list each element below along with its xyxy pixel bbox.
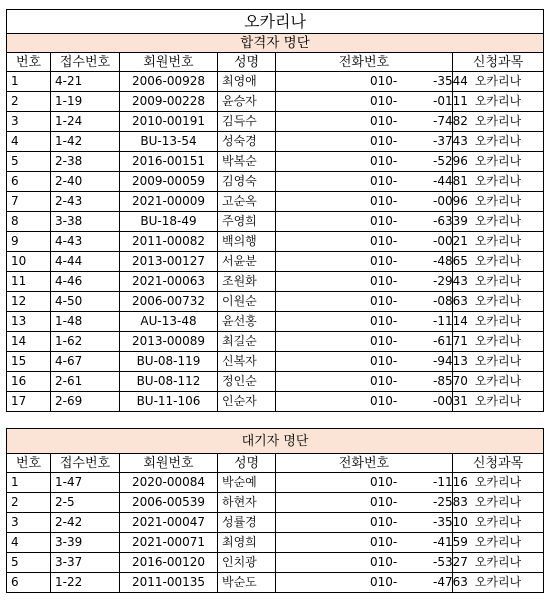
cell-phone (276, 232, 468, 252)
cell-name: 박순예 (218, 473, 276, 493)
passed-list-title: 합격자 명단 (7, 34, 544, 53)
cell-name: 서윤분 (218, 252, 276, 272)
cell-member-number: 2009-00059 (120, 172, 218, 192)
table-row (7, 132, 544, 152)
redaction-mask (399, 312, 435, 331)
redaction-mask (399, 232, 435, 251)
table-row (7, 513, 544, 533)
phone-prefix: 010- (370, 394, 398, 408)
cell-number: 3 (7, 513, 51, 533)
cell-receipt-number: 2-61 (51, 372, 120, 392)
cell-receipt-number: 4-21 (51, 72, 120, 92)
phone-suffix: -7482 (433, 114, 468, 128)
cell-member-number: BU-08-112 (120, 372, 218, 392)
cell-course: 오카리나 (453, 332, 544, 352)
cell-name: 김득수 (218, 112, 276, 132)
cell-name: 신복자 (218, 352, 276, 372)
cell-member-number: 2021-00063 (120, 272, 218, 292)
redaction-mask (399, 212, 435, 231)
cell-member-number: BU-13-54 (120, 132, 218, 152)
phone-prefix: 010- (370, 555, 398, 569)
waiting-table (6, 428, 544, 593)
cell-phone (276, 533, 468, 553)
redaction-mask (399, 112, 435, 131)
cell-phone (276, 513, 468, 533)
cell-receipt-number: 1-19 (51, 92, 120, 112)
cell-member-number: BU-08-119 (120, 352, 218, 372)
cell-phone (276, 292, 468, 312)
phone-suffix: -3544 (433, 74, 468, 88)
cell-course: 오카리나 (453, 392, 544, 412)
cell-member-number: 2021-00009 (120, 192, 218, 212)
phone-suffix: -5296 (433, 154, 468, 168)
cell-number: 16 (7, 372, 51, 392)
cell-phone (276, 473, 468, 493)
phone-suffix: -0096 (433, 194, 468, 208)
cell-receipt-number: 2-5 (51, 493, 120, 513)
cell-number: 2 (7, 92, 51, 112)
phone-suffix: -0031 (433, 394, 468, 408)
phone-prefix: 010- (370, 234, 398, 248)
table-row (7, 212, 544, 232)
cell-member-number: BU-18-49 (120, 212, 218, 232)
cell-receipt-number: 2-38 (51, 152, 120, 172)
cell-name: 인순자 (218, 392, 276, 412)
table-row (7, 92, 544, 112)
column-header-name: 성명 (218, 454, 276, 473)
table-row (7, 232, 544, 252)
table-row (7, 473, 544, 493)
cell-receipt-number: 2-42 (51, 513, 120, 533)
cell-course: 오카리나 (453, 312, 544, 332)
cell-course: 오카리나 (453, 72, 544, 92)
passed-table (6, 9, 544, 412)
redaction-mask (399, 72, 435, 91)
phone-prefix: 010- (370, 314, 398, 328)
cell-phone (276, 392, 468, 412)
phone-suffix: -4763 (433, 575, 468, 589)
cell-receipt-number: 4-67 (51, 352, 120, 372)
column-header-name: 성명 (218, 53, 276, 72)
cell-phone (276, 112, 468, 132)
phone-prefix: 010- (370, 94, 398, 108)
phone-suffix: -1116 (433, 475, 468, 489)
cell-receipt-number: 1-62 (51, 332, 120, 352)
cell-member-number: 2006-00928 (120, 72, 218, 92)
phone-suffix: -6171 (433, 334, 468, 348)
cell-number: 10 (7, 252, 51, 272)
table-row (7, 192, 544, 212)
cell-course: 오카리나 (453, 292, 544, 312)
phone-suffix: -4865 (433, 254, 468, 268)
cell-receipt-number: 1-48 (51, 312, 120, 332)
table-row (7, 372, 544, 392)
phone-suffix: -4159 (433, 535, 468, 549)
phone-prefix: 010- (370, 214, 398, 228)
cell-phone (276, 272, 468, 292)
cell-number: 5 (7, 152, 51, 172)
phone-prefix: 010- (370, 354, 398, 368)
cell-member-number: 2006-00539 (120, 493, 218, 513)
cell-number: 6 (7, 172, 51, 192)
phone-prefix: 010- (370, 274, 398, 288)
phone-suffix: -3510 (433, 515, 468, 529)
cell-number: 3 (7, 112, 51, 132)
phone-prefix: 010- (370, 575, 398, 589)
phone-prefix: 010- (370, 194, 398, 208)
column-header-phone: 전화번호 (276, 53, 453, 72)
cell-receipt-number: 4-46 (51, 272, 120, 292)
redaction-mask (399, 493, 435, 512)
phone-prefix: 010- (370, 154, 398, 168)
table-row (7, 72, 544, 92)
cell-number: 14 (7, 332, 51, 352)
cell-number: 9 (7, 232, 51, 252)
cell-course: 오카리나 (453, 272, 544, 292)
phone-suffix: -5327 (433, 555, 468, 569)
phone-prefix: 010- (370, 334, 398, 348)
cell-name: 조원화 (218, 272, 276, 292)
cell-phone (276, 152, 468, 172)
cell-name: 성숙경 (218, 132, 276, 152)
table-row (7, 573, 544, 593)
column-header-receipt: 접수번호 (51, 454, 120, 473)
cell-receipt-number: 4-43 (51, 232, 120, 252)
cell-phone (276, 92, 468, 112)
cell-course: 오카리나 (453, 252, 544, 272)
cell-name: 윤선홍 (218, 312, 276, 332)
cell-member-number: AU-13-48 (120, 312, 218, 332)
phone-prefix: 010- (370, 254, 398, 268)
phone-suffix: -8570 (433, 374, 468, 388)
redaction-mask (399, 573, 435, 592)
column-header-course: 신청과목 (453, 454, 544, 473)
phone-suffix: -3743 (433, 134, 468, 148)
redaction-mask (399, 252, 435, 271)
cell-phone (276, 172, 468, 192)
table-row (7, 252, 544, 272)
cell-name: 하현자 (218, 493, 276, 513)
cell-number: 8 (7, 212, 51, 232)
redaction-mask (399, 332, 435, 351)
redaction-mask (399, 132, 435, 151)
cell-number: 4 (7, 132, 51, 152)
cell-name: 박순도 (218, 573, 276, 593)
cell-member-number: 2021-00047 (120, 513, 218, 533)
redaction-mask (399, 92, 435, 111)
cell-name: 윤승자 (218, 92, 276, 112)
cell-name: 고순옥 (218, 192, 276, 212)
phone-prefix: 010- (370, 374, 398, 388)
table-row (7, 152, 544, 172)
cell-name: 인치광 (218, 553, 276, 573)
cell-number: 6 (7, 573, 51, 593)
page-title: 오카리나 (7, 10, 544, 34)
redaction-mask (399, 473, 435, 492)
cell-number: 17 (7, 392, 51, 412)
cell-number: 2 (7, 493, 51, 513)
table-row (7, 312, 544, 332)
column-header-phone: 전화번호 (276, 454, 453, 473)
cell-number: 4 (7, 533, 51, 553)
cell-name: 주영희 (218, 212, 276, 232)
table-row (7, 112, 544, 132)
cell-member-number: BU-11-106 (120, 392, 218, 412)
cell-number: 13 (7, 312, 51, 332)
column-header-member: 회원번호 (120, 454, 218, 473)
cell-course: 오카리나 (453, 553, 544, 573)
cell-phone (276, 493, 468, 513)
redaction-mask (399, 392, 435, 411)
cell-course: 오카리나 (453, 132, 544, 152)
column-header-number: 번호 (7, 53, 51, 72)
cell-member-number: 2011-00082 (120, 232, 218, 252)
phone-prefix: 010- (370, 174, 398, 188)
redaction-mask (399, 172, 435, 191)
column-header-number: 번호 (7, 454, 51, 473)
cell-number: 1 (7, 473, 51, 493)
column-header-member: 회원번호 (120, 53, 218, 72)
cell-member-number: 2013-00089 (120, 332, 218, 352)
cell-member-number: 2013-00127 (120, 252, 218, 272)
cell-receipt-number: 4-44 (51, 252, 120, 272)
cell-phone (276, 192, 468, 212)
phone-suffix: -2943 (433, 274, 468, 288)
cell-course: 오카리나 (453, 192, 544, 212)
cell-receipt-number: 1-47 (51, 473, 120, 493)
cell-name: 정인순 (218, 372, 276, 392)
cell-member-number: 2006-00732 (120, 292, 218, 312)
cell-member-number: 2010-00191 (120, 112, 218, 132)
cell-course: 오카리나 (453, 152, 544, 172)
cell-phone (276, 352, 468, 372)
cell-name: 성률경 (218, 513, 276, 533)
cell-number: 15 (7, 352, 51, 372)
phone-prefix: 010- (370, 475, 398, 489)
phone-suffix: -2583 (433, 495, 468, 509)
cell-member-number: 2021-00071 (120, 533, 218, 553)
cell-name: 박복순 (218, 152, 276, 172)
phone-prefix: 010- (370, 515, 398, 529)
cell-course: 오카리나 (453, 92, 544, 112)
phone-prefix: 010- (370, 134, 398, 148)
phone-suffix: -6339 (433, 214, 468, 228)
waiting-list-title: 대기자 명단 (7, 429, 544, 454)
cell-course: 오카리나 (453, 352, 544, 372)
cell-name: 최영희 (218, 533, 276, 553)
cell-course: 오카리나 (453, 533, 544, 553)
phone-prefix: 010- (370, 535, 398, 549)
cell-phone (276, 252, 468, 272)
cell-receipt-number: 4-50 (51, 292, 120, 312)
cell-phone (276, 72, 468, 92)
cell-number: 11 (7, 272, 51, 292)
table-row (7, 332, 544, 352)
phone-suffix: -4481 (433, 174, 468, 188)
cell-name: 백의행 (218, 232, 276, 252)
cell-number: 12 (7, 292, 51, 312)
cell-receipt-number: 1-24 (51, 112, 120, 132)
phone-suffix: -0021 (433, 234, 468, 248)
cell-number: 5 (7, 553, 51, 573)
redaction-mask (399, 192, 435, 211)
cell-receipt-number: 2-40 (51, 172, 120, 192)
column-header-receipt: 접수번호 (51, 53, 120, 72)
cell-course: 오카리나 (453, 212, 544, 232)
redaction-mask (399, 533, 435, 552)
phone-suffix: -0863 (433, 294, 468, 308)
cell-course: 오카리나 (453, 573, 544, 593)
redaction-mask (399, 292, 435, 311)
cell-phone (276, 212, 468, 232)
cell-receipt-number: 3-39 (51, 533, 120, 553)
table-row (7, 553, 544, 573)
redaction-mask (399, 372, 435, 391)
column-header-course: 신청과목 (453, 53, 544, 72)
cell-course: 오카리나 (453, 232, 544, 252)
redaction-mask (399, 152, 435, 171)
table-row (7, 272, 544, 292)
phone-prefix: 010- (370, 74, 398, 88)
cell-number: 7 (7, 192, 51, 212)
cell-phone (276, 312, 468, 332)
cell-phone (276, 573, 468, 593)
cell-member-number: 2009-00228 (120, 92, 218, 112)
cell-course: 오카리나 (453, 473, 544, 493)
phone-suffix: -1114 (433, 314, 468, 328)
phone-prefix: 010- (370, 495, 398, 509)
cell-receipt-number: 1-42 (51, 132, 120, 152)
cell-receipt-number: 1-22 (51, 573, 120, 593)
cell-course: 오카리나 (453, 172, 544, 192)
redaction-mask (399, 553, 435, 572)
cell-phone (276, 372, 468, 392)
cell-member-number: 2011-00135 (120, 573, 218, 593)
cell-receipt-number: 2-69 (51, 392, 120, 412)
table-row (7, 292, 544, 312)
cell-course: 오카리나 (453, 372, 544, 392)
redaction-mask (399, 272, 435, 291)
cell-member-number: 2020-00084 (120, 473, 218, 493)
cell-member-number: 2016-00151 (120, 152, 218, 172)
cell-phone (276, 132, 468, 152)
cell-member-number: 2016-00120 (120, 553, 218, 573)
cell-name: 김영숙 (218, 172, 276, 192)
redaction-mask (399, 352, 435, 371)
cell-number: 1 (7, 72, 51, 92)
cell-name: 최길순 (218, 332, 276, 352)
table-row (7, 172, 544, 192)
table-row (7, 352, 544, 372)
cell-course: 오카리나 (453, 112, 544, 132)
table-row (7, 533, 544, 553)
cell-receipt-number: 3-38 (51, 212, 120, 232)
cell-course: 오카리나 (453, 493, 544, 513)
phone-prefix: 010- (370, 294, 398, 308)
table-row (7, 493, 544, 513)
cell-course: 오카리나 (453, 513, 544, 533)
cell-phone (276, 332, 468, 352)
phone-prefix: 010- (370, 114, 398, 128)
cell-name: 최영애 (218, 72, 276, 92)
cell-receipt-number: 2-43 (51, 192, 120, 212)
cell-name: 이원순 (218, 292, 276, 312)
phone-suffix: -9413 (433, 354, 468, 368)
cell-receipt-number: 3-37 (51, 553, 120, 573)
table-row (7, 392, 544, 412)
phone-suffix: -0111 (433, 94, 468, 108)
cell-phone (276, 553, 468, 573)
redaction-mask (399, 513, 435, 532)
